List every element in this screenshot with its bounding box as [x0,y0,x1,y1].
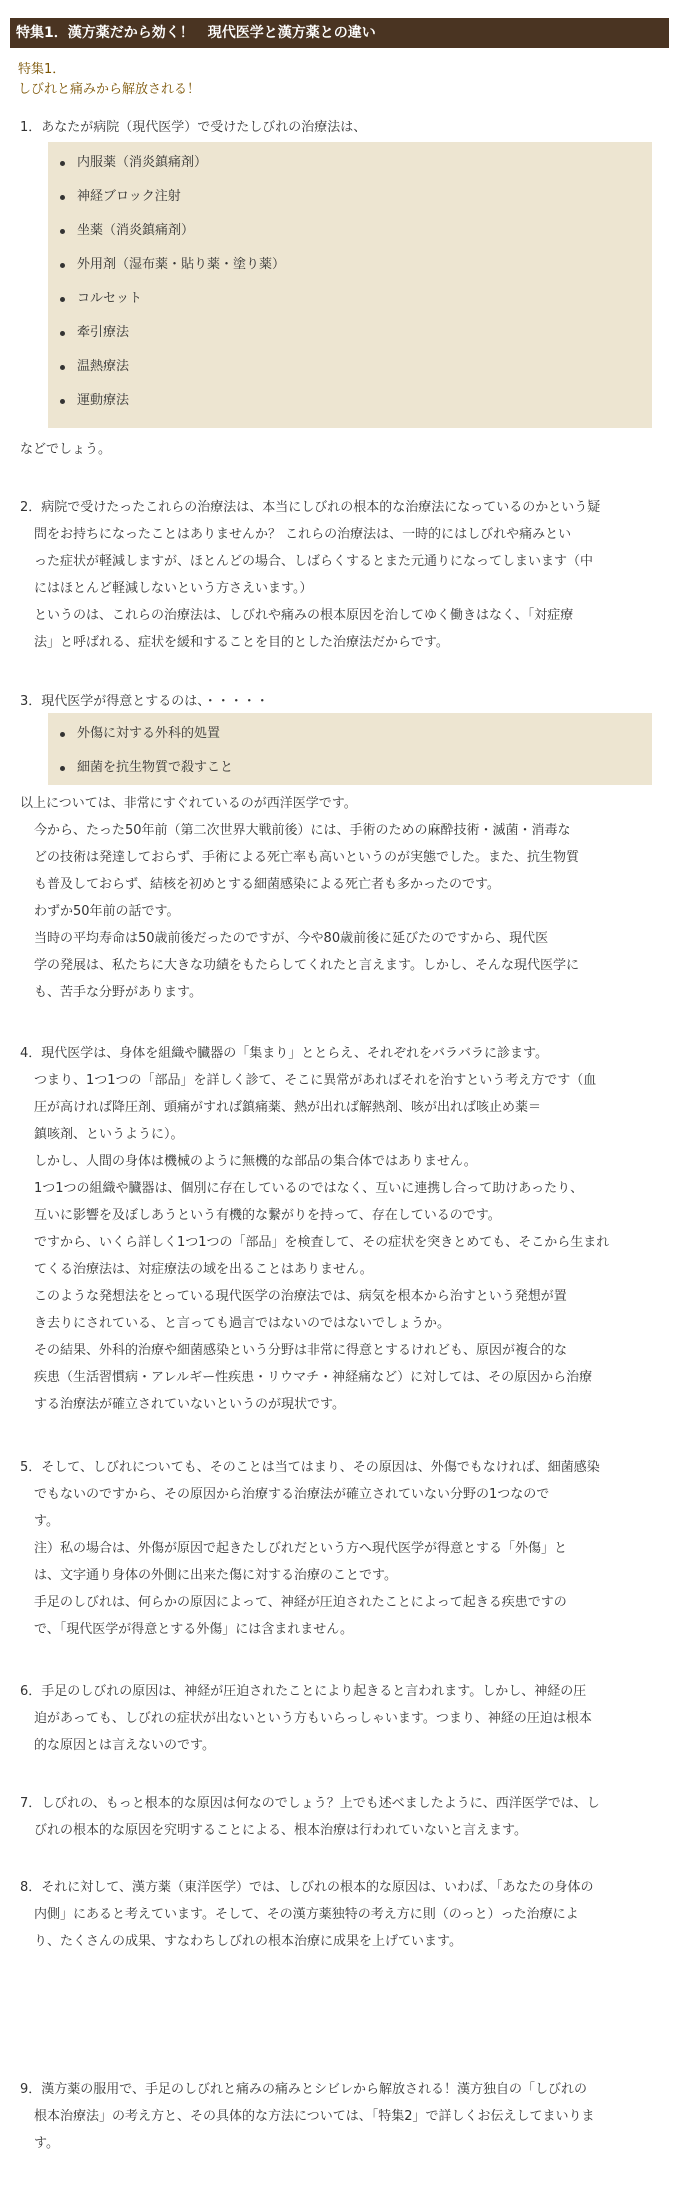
list-item [60,717,652,751]
bullet-icon [60,331,65,336]
paragraph-line: どの技術は発達しておらず、手術による死亡率も高いというのが実態でした。また、抗生物質 [34,850,579,865]
list-item-label: 内服薬（消炎鎮痛剤） [77,155,208,170]
paragraph-line: も、苦手な分野があります。 [34,985,202,1000]
treatment-list [48,142,652,428]
subtitle-line: しびれと痛みから解放される！ [18,82,201,97]
list-item [60,316,652,350]
section-7 [20,1790,666,1844]
section-3 [20,790,666,1006]
paragraph-line: で、「現代医学が得意とする外傷」には含まれません。 [34,1622,354,1637]
bullet-icon [60,399,65,404]
paragraph-line: 7．しびれの、もっと根本的な原因は何なのでしょう？上でも述べましたように、西洋医学では、し [20,1796,600,1811]
list-item [60,751,652,785]
paragraph-line: す。 [34,1514,59,1529]
list-item [60,350,652,384]
list-item-label: 坐薬（消炎鎮痛剤） [77,223,195,238]
paragraph-line: 学の発展は、私たちに大きな功績をもたらしてくれたと言えます。しかし、そんな現代医学に [34,958,579,973]
paragraph-line: する治療法が確立されていないというのが現状です。 [34,1397,345,1412]
paragraph-line: も普及しておらず、結核を初めとする細菌感染による死亡者も多かったのです。 [34,877,500,892]
paragraph-line: 当時の平均寿命は50歳前後だったのですが、今や80歳前後に延びたのですから、現代医 [34,931,549,946]
paragraph-line: 鎮咳剤、というように）。 [34,1127,184,1142]
paragraph-line: その結果、外科的治療や細菌感染という分野は非常に得意とするけれども、原因が複合的な [34,1343,568,1358]
list-item [60,248,652,282]
paragraph-line: 互いに影響を及ぼしあうという有機的な繋がりを持って、存在しているのです。 [34,1208,501,1223]
section-8 [20,1874,666,1955]
list-item-label: コルセット [77,291,143,306]
section-9 [20,2076,666,2157]
paragraph-line: 6．手足のしびれの原因は、神経が圧迫されたことにより起きると言われます。しかし、神経の圧 [20,1684,587,1699]
section-3-intro: 3．現代医学が得意とするのは、・・・・・ [20,694,269,709]
paragraph-line: 問をお持ちになったことはありませんか？ これらの治療法は、一時的にはしびれや痛みとい [34,527,572,542]
section-2 [20,494,666,656]
list-item [60,384,652,418]
list-item [60,146,652,180]
paragraph-line: つまり、1つ1つの「部品」を詳しく診て、そこに異常があればそれを治すという考え方です（血 [34,1073,597,1088]
list-item-label: 細菌を抗生物質で殺すこと [77,760,234,775]
paragraph-line: でもないのですから、その原因から治療する治療法が確立されていない分野の1つなので [34,1487,550,1502]
paragraph-line: 2．病院で受けたったこれらの治療法は、本当にしびれの根本的な治療法になっているのかという疑 [20,500,601,515]
paragraph-line: 疾患（生活習慣病・アレルギー性疾患・リウマチ・神経痛など）に対しては、その原因から治療 [34,1370,593,1385]
paragraph-line: 注）私の場合は、外傷が原因で起きたしびれだという方へ現代医学が得意とする「外傷」と [34,1541,568,1556]
paragraph-line: 5．そして、しびれについても、そのことは当てはまり、その原因は、外傷でもなければ、細菌感染 [20,1460,600,1475]
subtitle-line: 特集1． [18,62,66,77]
section-1-intro: 1．あなたが病院（現代医学）で受けたしびれの治療法は、 [20,120,367,135]
list-item-label: 神経ブロック注射 [77,189,181,204]
paragraph-line: というのは、これらの治療法は、しびれや痛みの根本原因を治してゆく働きはなく、「対症療 [34,608,574,623]
subtitle [18,60,200,100]
list-item [60,214,652,248]
paragraph-line: った症状が軽減しますが、ほとんどの場合、しばらくするとまた元通りになってしまいます（中 [34,554,594,569]
paragraph-line: わずか50年前の話です。 [34,904,180,919]
paragraph-line: 8．それに対して、漢方薬（東洋医学）では、しびれの根本的な原因は、いわば、「あなたの身体の [20,1880,594,1895]
bullet-icon [60,161,65,166]
list-item-label: 外用剤（湿布薬・貼り薬・塗り薬） [77,257,286,272]
list-item [60,180,652,214]
section-1-end: などでしょう。 [20,442,112,457]
bullet-icon [60,766,65,771]
paragraph-line: ですから、いくら詳しく1つ1つの「部品」を検査して、その症状を突きとめても、そこから生まれ [34,1235,610,1250]
bullet-icon [60,229,65,234]
paragraph-line: このような発想法をとっている現代医学の治療法では、病気を根本から治すという発想が置 [34,1289,567,1304]
bullet-icon [60,365,65,370]
paragraph-line: す。 [34,2136,59,2151]
bullet-icon [60,195,65,200]
bullet-icon [60,297,65,302]
paragraph-line: 法」と呼ばれる、症状を緩和することを目的とした治療法だからです。 [34,635,449,650]
section-header: 特集1．漢方薬だから効く！ 現代医学と漢方薬との違い [10,18,669,48]
list-item [60,282,652,316]
paragraph-line: 9．漢方薬の服用で、手足のしびれと痛みの痛みとシビレから解放される！漢方独自の「しびれの [20,2082,588,2097]
bullet-icon [60,732,65,737]
paragraph-line: 以上については、非常にすぐれているのが西洋医学です。 [20,796,357,811]
paragraph-line: 内側」にあると考えています。そして、その漢方薬独特の考え方に則（のっと）った治療によ [34,1907,579,1922]
section-6 [20,1678,666,1759]
paragraph-line: 的な原因とは言えないのです。 [34,1738,215,1753]
paragraph-line: しかし、人間の身体は機械のように無機的な部品の集合体ではありません。 [34,1154,477,1169]
paragraph-line: 手足のしびれは、何らかの原因によって、神経が圧迫されたことによって起きる疾患ですの [34,1595,567,1610]
section-5 [20,1454,666,1643]
paragraph-line: 4．現代医学は、身体を組織や臓器の「集まり」ととらえ、それぞれをバラバラに診ます。 [20,1046,549,1061]
paragraph-line: 迫があっても、しびれの症状が出ないという方もいらっしゃいます。つまり、神経の圧迫は根本 [34,1711,592,1726]
paragraph-line: 1つ1つの組織や臓器は、個別に存在しているのではなく、互いに連携し合って助けあったり、 [34,1181,584,1196]
paragraph-line: き去りにされている、と言っても過言ではないのではないでしょうか。 [34,1316,451,1331]
list-item-label: 温熱療法 [77,359,130,374]
strengths-list [48,713,652,785]
paragraph-line: は、文字通り身体の外側に出来た傷に対する治療のことです。 [34,1568,397,1583]
paragraph-line: びれの根本的な原因を究明することによる、根本治療は行われていないと言えます。 [34,1823,527,1838]
paragraph-line: にはほとんど軽減しないという方さえいます。） [34,581,313,596]
paragraph-line: り、たくさんの成果、すなわちしびれの根本治療に成果を上げています。 [34,1934,462,1949]
paragraph-line: 根本治療法」の考え方と、その具体的な方法については、「特集2」で詳しくお伝えしてまいりま [34,2109,595,2124]
list-item-label: 運動療法 [77,393,130,408]
paragraph-line: 今から、たった50年前（第二次世界大戦前後）には、手術のための麻酔技術・滅菌・消毒な [34,823,571,838]
list-item-label: 外傷に対する外科的処置 [77,726,221,741]
bullet-icon [60,263,65,268]
paragraph-line: てくる治療法は、対症療法の域を出ることはありません。 [34,1262,373,1277]
section-4 [20,1040,666,1418]
list-item-label: 牽引療法 [77,325,130,340]
paragraph-line: 圧が高ければ降圧剤、頭痛がすれば鎮痛薬、熱が出れば解熱剤、咳が出れば咳止め薬＝ [34,1100,542,1115]
